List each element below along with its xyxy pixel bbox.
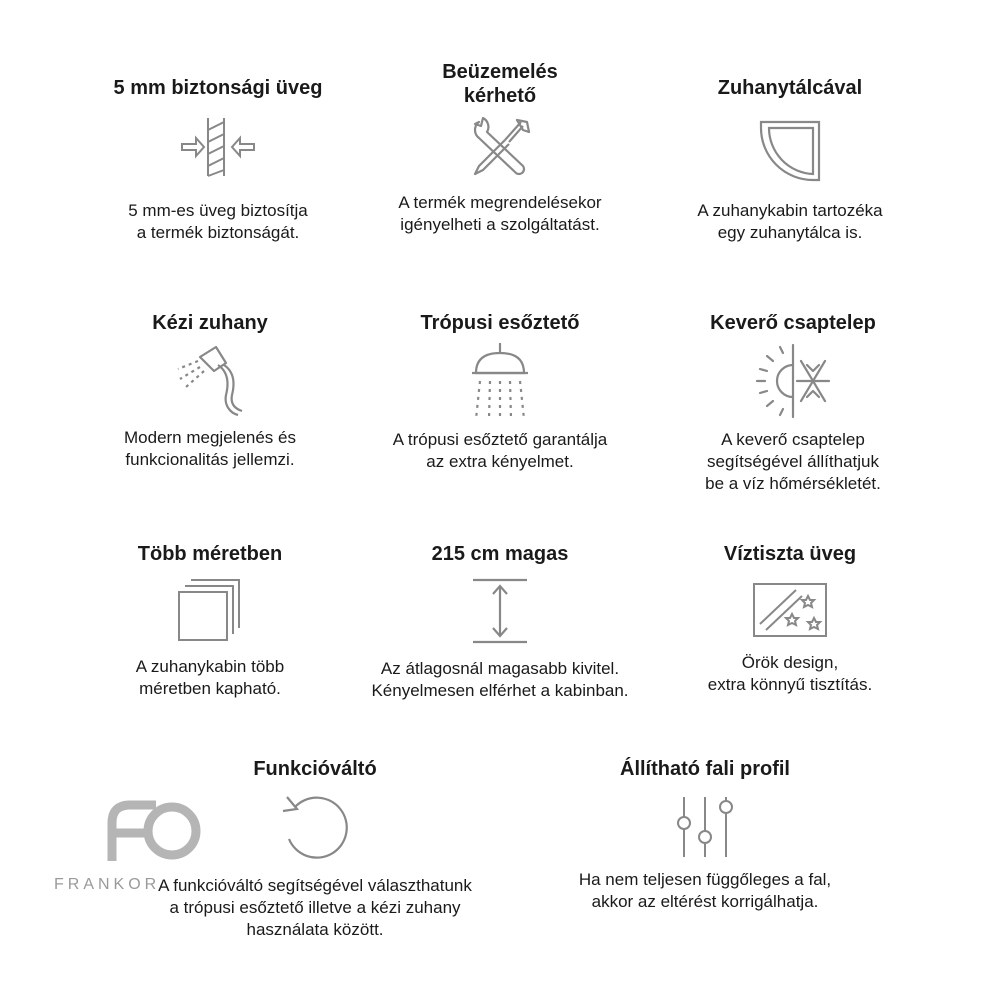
rain-shower-icon bbox=[460, 341, 540, 421]
sliders-icon bbox=[670, 795, 740, 859]
shower-tray-icon bbox=[755, 116, 825, 186]
feature-safety-glass: 5 mm biztonsági üveg 5 mm-es üveg biztosítja a termék biztonságát. bbox=[68, 76, 368, 244]
feature-title: Több méretben bbox=[137, 543, 283, 565]
hot-cold-icon bbox=[753, 341, 833, 421]
feature-diverter: Funkcióváltó A funkcióváltó segítségével választhatunk a trópusi esőztető illetve a kézi zuhany használata között. bbox=[120, 757, 510, 941]
feature-mixer-tap: Keverő csaptelep A keverő csaptelep segítségével állíthatjuk be a víz hőmérsékletét. bbox=[643, 311, 943, 495]
feature-title: Kézi zuhany bbox=[152, 312, 268, 334]
feature-title: Víztiszta üveg bbox=[723, 543, 857, 565]
feature-title: Beüzemelés kérhető bbox=[442, 61, 558, 107]
brand-logo-text: FRANKOR bbox=[54, 876, 161, 893]
rotate-icon bbox=[275, 787, 355, 867]
feature-title: 5 mm biztonsági üveg bbox=[113, 77, 323, 99]
feature-title: Zuhanytálcával bbox=[717, 77, 863, 99]
sizes-icon bbox=[175, 578, 245, 644]
glass-thickness-icon bbox=[178, 112, 258, 182]
feature-title: Trópusi esőztető bbox=[420, 312, 580, 334]
feature-title: Funkcióváltó bbox=[253, 758, 377, 780]
feature-installation: Beüzemelés kérhető A termék megrendelésekor igényelheti a szolgáltatást. bbox=[350, 60, 650, 236]
feature-shower-tray: Zuhanytálcával A zuhanykabin tartozéka egy zuhanytálca is. bbox=[640, 76, 940, 244]
feature-title: 215 cm magas bbox=[431, 543, 569, 565]
feature-title: Keverő csaptelep bbox=[710, 312, 876, 334]
feature-rain-shower: Trópusi esőztető A trópusi esőztető garantálja az extra kényelmet. bbox=[350, 311, 650, 473]
height-icon bbox=[465, 576, 535, 646]
feature-sizes: Több méretben A zuhanykabin több méretben kapható. bbox=[60, 542, 360, 700]
feature-adjustable-profile: Állítható fali profil Ha nem teljesen függőleges a fal, akkor az eltérést korrigálhatja. bbox=[540, 757, 870, 913]
feature-hand-shower: Kézi zuhany Modern megjelenés és funkcionalitás jellemzi. bbox=[60, 311, 360, 471]
feature-height: 215 cm magas Az átlagosnál magasabb kivitel. Kényelmesen elférhet a kabinban. bbox=[350, 542, 650, 702]
hand-shower-icon bbox=[170, 343, 250, 419]
tools-icon bbox=[465, 114, 535, 184]
feature-clear-glass: Víztiszta üveg Örök design, extra könnyű tisztítás. bbox=[640, 542, 940, 696]
clear-glass-icon bbox=[752, 582, 828, 638]
feature-title: Állítható fali profil bbox=[620, 758, 790, 780]
